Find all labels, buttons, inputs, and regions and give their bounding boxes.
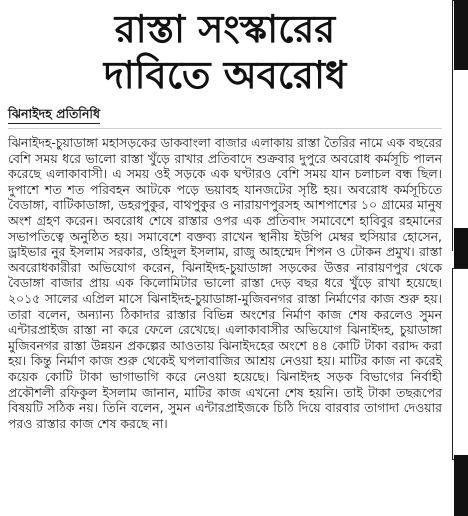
article-body: ঝিনাইদহ-চুয়াডাঙ্গা মহাসড়কের ডাকবাংলা বাজার এলাকায় রাস্তা তৈরির নামে এক বছরের বেশি সময় ধরে ভালো রাস্তা খুঁড়ে রাখার প্রতিবাদে শুক্রবার দুপুরে অবরোধ কর্মসূচি পালন করেছে এলাকাবাসী। এ সময় ওই সড়কে এক ঘণ্টারও বেশি সময় যান চলাচল বন্ধ ছিল। দুপাশে শত শত পরিবহন আটকে পড়ে ভয়াবহ যানজটের সৃষ্টি হয়। অবরোধ কর্মসূচিতে বৈডাঙ্গা, বাটিকাডাঙ্গা, ডহরপুকুর, বাথপুকুর ও নারায়ণপুরসহ আশপাশের ১০ গ্রামের মানুষ অংশ গ্রহণ করেন। অবরোধ শেষে রাস্তার ওপর এক প্রতিবাদ সমাবেশে হাবিবুর রহমানের সভাপতিত্বে অনুষ্ঠিত হয়। সমাবেশে বক্তব্য রাখেন স্থানীয় ইউপি মেম্বর হুসিয়ার হোসেন, ড্রাইভার নুর ইসলাম সরকার, ওহিদুল ইসলাম, রাজু আহম্মেদ শিপন ও টোকন প্রমুখ। রাস্তা অবরোধকারীরা অভিযোগ করেন, ঝিনাইদহ-চুয়াডাঙ্গা সড়কের উত্তর নারায়ণপুর থেকে বৈডাঙ্গা বাজার প্রায় এক কিলোমিটার ভালো রাস্তা দেড় বছর ধরে খুঁড়ে রাখা হয়েছে। ২০১৫ সালের এপ্রিল মাসে ঝিনাইদহ-চুয়াডাঙ্গা-মুজিবনগর রাস্তা নির্মাণের কাজ শুরু হয়। তারা বলেন, অন্যান্য ঠিকাদার রাস্তার বিভিন্ন অংশের নির্মাণ কাজ শেষ করলেও সুমন এন্টারপ্রাইজ রাস্তা না করে ফেলে রেখেছে। এলাকাবাসীর অভিযোগ ঝিনাইদহ, চুয়াডাঙ্গা মুজিবনগর রাস্তা উন্নয়ন প্রকল্পের আওতায় ঝিনাইদহের অংশে ৪৪ কোটি টাকা বরাদ্দ করা হয়। কিন্তু নির্মাণ কাজ শুরু থেকেই ঘপলাবাজির আশ্রয় নেওয়া হয়। মাটির কাজ না করেই কয়েক কোটি টাকা ভাগাভাগি করে নেওয়া হয়েছে। ঝিনাইদহ সড়ক বিভাগের নির্বাহী প্রকৌশলী রফিকুল ইসলাম জানান, মাটির কাজ এখনো শেষ হয়নি। তাই টাকা তছরূপের বিষয়টি সঠিক নয়। তিনি বলেন, সুমন এন্টারপ্রাইজকে চিঠি দিয়ে বারবার তাগাদা দেওয়ার পরও রাস্তার কাজ শেষ করছে না। (8, 135, 442, 431)
headline (8, 6, 442, 98)
headline-line-2: দাবিতে অবরোধ (103, 53, 347, 97)
adjacent-dark-block-middle (454, 228, 468, 268)
byline: ঝিনাইদহ প্রতিনিধি (8, 106, 100, 124)
adjacent-frame-middle (452, 268, 468, 460)
news-article (8, 6, 442, 431)
byline-divider (8, 128, 442, 129)
adjacent-dark-block-top (454, 0, 468, 70)
headline-line-1: রাস্তা সংস্কারের (114, 7, 336, 51)
adjacent-column-edge (446, 0, 468, 516)
adjacent-dark-block-bottom (454, 455, 468, 516)
